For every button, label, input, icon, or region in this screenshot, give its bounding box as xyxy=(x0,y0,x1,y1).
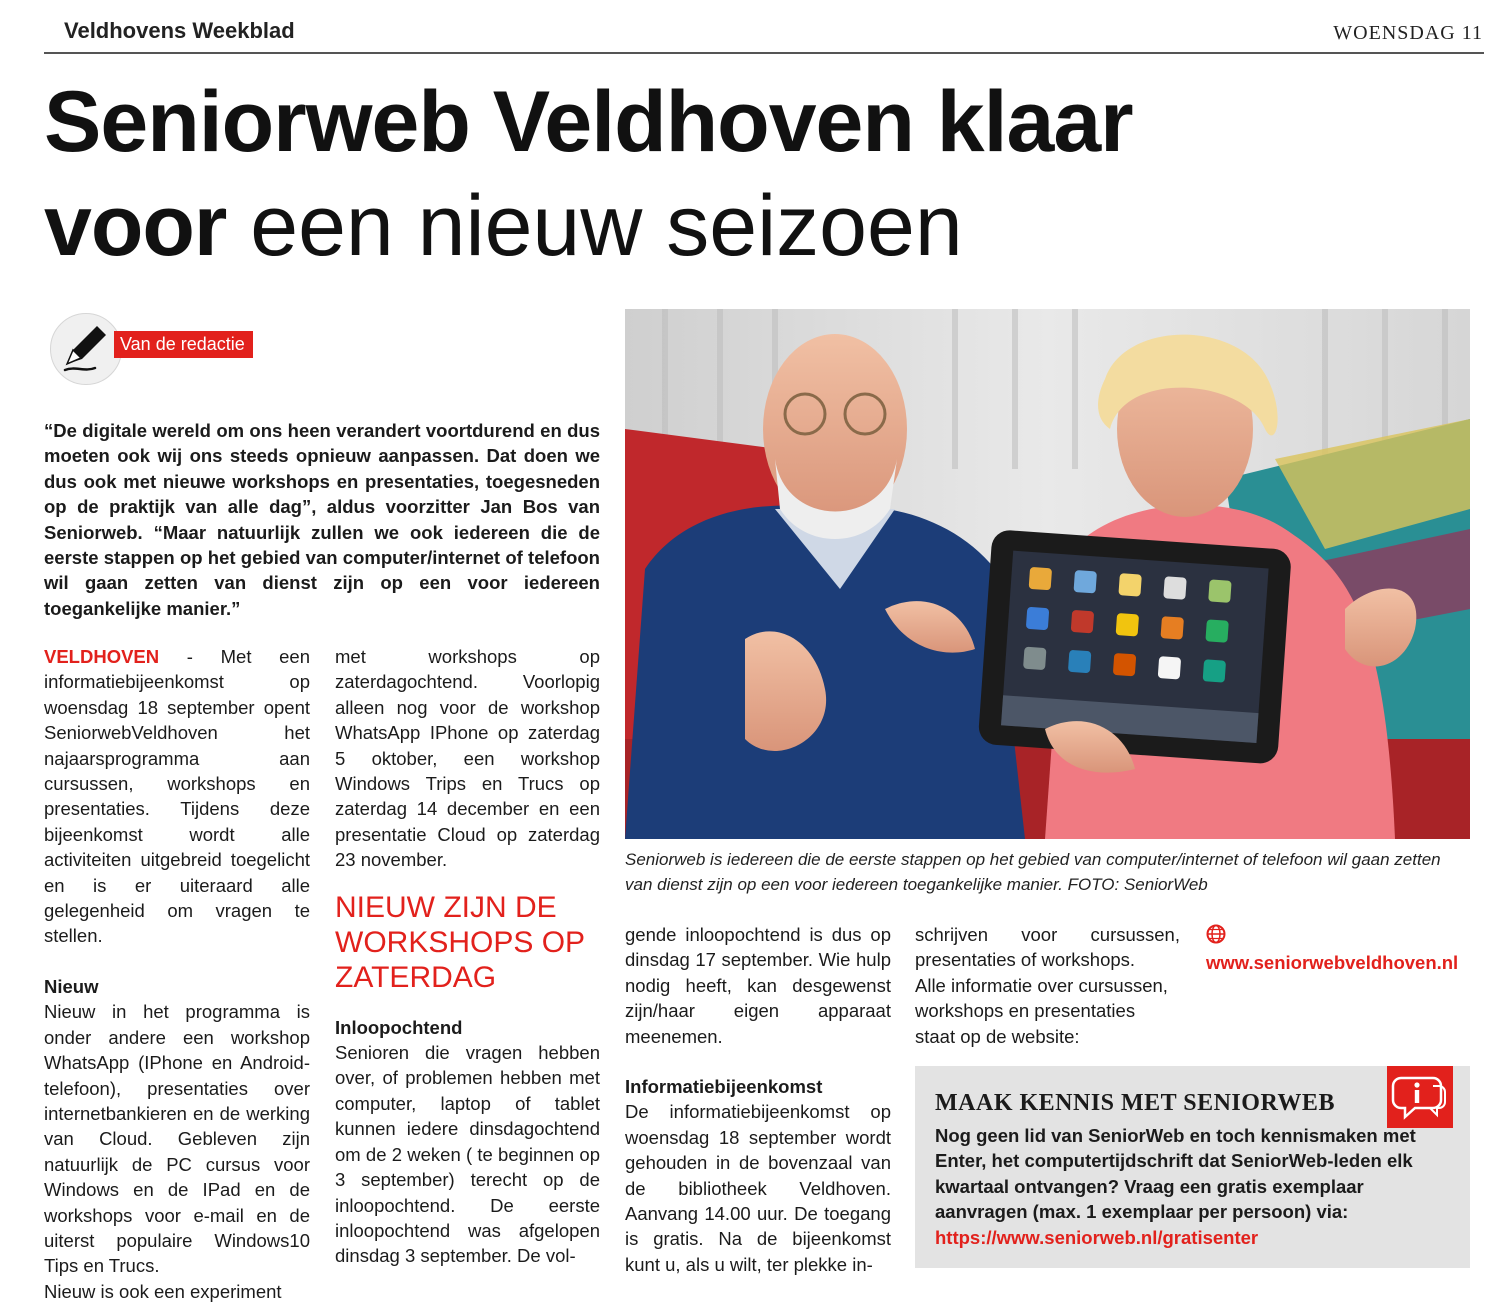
info-box-text: Nog geen lid van SeniorWeb en toch kennismaken met Enter, het computertijdschrift dat SeniorWeb-leden elk kwartaal ontvangen? Vraag een gratis exemplaar aanvragen (max. 1 exemplaar per persoon) via: https://www.seniorweb.nl/gratisenter xyxy=(935,1125,1416,1248)
column-4 xyxy=(915,922,1180,1049)
headline-line-1: Seniorweb Veldhoven klaar xyxy=(44,74,1133,170)
paragraph: VELDHOVEN - Met een informatiebijeenkomst op woensdag 18 september opent SeniorwebVeldhoven het najaarsprogramma aan cursussen, workshops en presentaties. Tijdens deze bijeenkomst wordt alle activiteiten uitgebreid toegelicht en is er uiteraard alle gelegenheid om vragen te stellen. xyxy=(44,646,310,947)
pull-quote: NIEUW ZIJN DE WORKSHOPS OP ZATERDAG xyxy=(335,890,585,994)
website-link[interactable] xyxy=(1206,922,1466,976)
column-2 xyxy=(335,644,600,1269)
dateline: VELDHOVEN xyxy=(44,646,160,667)
publication-name: Veldhovens Weekblad xyxy=(64,18,295,43)
paragraph: Alle informatie over cursussen, workshops en presentaties staat op de website: xyxy=(915,974,1168,1047)
photo-caption: Seniorweb is iedereen die de eerste stappen op het gebied van computer/internet of telefoon wil gaan zetten van dienst zijn op een voor iedereen toegankelijke manier. FOTO: SeniorWeb xyxy=(625,850,1441,894)
paragraph: Nieuw is ook een experiment xyxy=(44,1280,282,1302)
header-rule xyxy=(44,52,1484,54)
paragraph: met workshops op zaterdagochtend. Voorlopig alleen nog voor de workshop WhatsApp IPhone op zaterdag 5 oktober, een workshop Windows Trips en Trucs op zaterdag 14 december en een presentatie Cloud op zaterdag 23 november. xyxy=(335,646,600,871)
paragraph: Senioren die vragen hebben over, of problemen hebben met computer, laptop of tablet kunnen iedere dinsdagochtend om de 2 weken ( te beginnen op 3 september) terecht op de inloopochtend. De eerste inloopochtend was afgelopen dinsdag 3 september. De vol- xyxy=(335,1042,600,1267)
column-3 xyxy=(625,922,891,1277)
gratis-enter-link[interactable]: https://www.seniorweb.nl/gratisenter xyxy=(935,1226,1259,1248)
paragraph: Nieuw in het programma is onder andere een workshop WhatsApp (IPhone en Android-telefoon), presentaties over internetbankieren en de werking van Cloud. Gebleven zijn natuurlijk de PC cursus voor Windows en de IPad en de workshops voor e-mail en de uiterst populaire Windows10 Tips en Trucs. xyxy=(44,1001,310,1277)
globe-icon xyxy=(1206,924,1226,950)
info-box-title: MAAK KENNIS MET SENIORWEB xyxy=(935,1090,1335,1116)
pen-icon xyxy=(50,313,122,385)
subheading-inloopochtend: Inloopochtend xyxy=(335,1016,463,1038)
subheading-informatiebijeenkomst: Informatiebijeenkomst xyxy=(625,1076,823,1098)
headline-line-2 xyxy=(44,176,963,276)
article-photo xyxy=(625,309,1470,839)
info-box xyxy=(915,1066,1470,1268)
info-icon xyxy=(1387,1066,1453,1128)
page-date: WOENSDAG 11 xyxy=(1333,22,1483,44)
column-1 xyxy=(44,644,310,1304)
subheading-nieuw: Nieuw xyxy=(44,975,99,997)
lead-paragraph: “De digitale wereld om ons heen verandert voortdurend en dus moeten ook wij ons steeds opnieuw aanpassen. Dat doen we dus ook met nieuwe workshops en presentaties, toegesneden op de praktijk van alle dag”, aldus voorzitter Jan Bos van Seniorweb. “Maar natuurlijk zullen we ook iedereen die de eerste stappen op het gebied van computer/internet of telefoon wil gaan zetten van dienst zijn op een voor iedereen toegankelijke manier.” xyxy=(44,420,600,619)
paragraph: gende inloopochtend is dus op dinsdag 17 september. Wie hulp nodig heeft, kan desgewenst zijn/haar eigen apparaat meenemen. xyxy=(625,924,891,1047)
paragraph: schrijven voor cursussen, presentaties of workshops. xyxy=(915,924,1180,971)
headline-bold-word: voor xyxy=(44,178,227,274)
headline-rest: een nieuw seizoen xyxy=(226,178,963,274)
website-url[interactable]: www.seniorwebveldhoven.nl xyxy=(1206,952,1459,974)
paragraph: De informatiebijeenkomst op woensdag 18 september wordt gehouden in de bovenzaal van de bibliotheek Veldhoven. Aanvang 14.00 uur. De toegang is gratis. Na de bijeenkomst kunt u, als u wilt, ter plekke in- xyxy=(625,1101,891,1275)
section-tag: Van de redactie xyxy=(114,331,253,358)
